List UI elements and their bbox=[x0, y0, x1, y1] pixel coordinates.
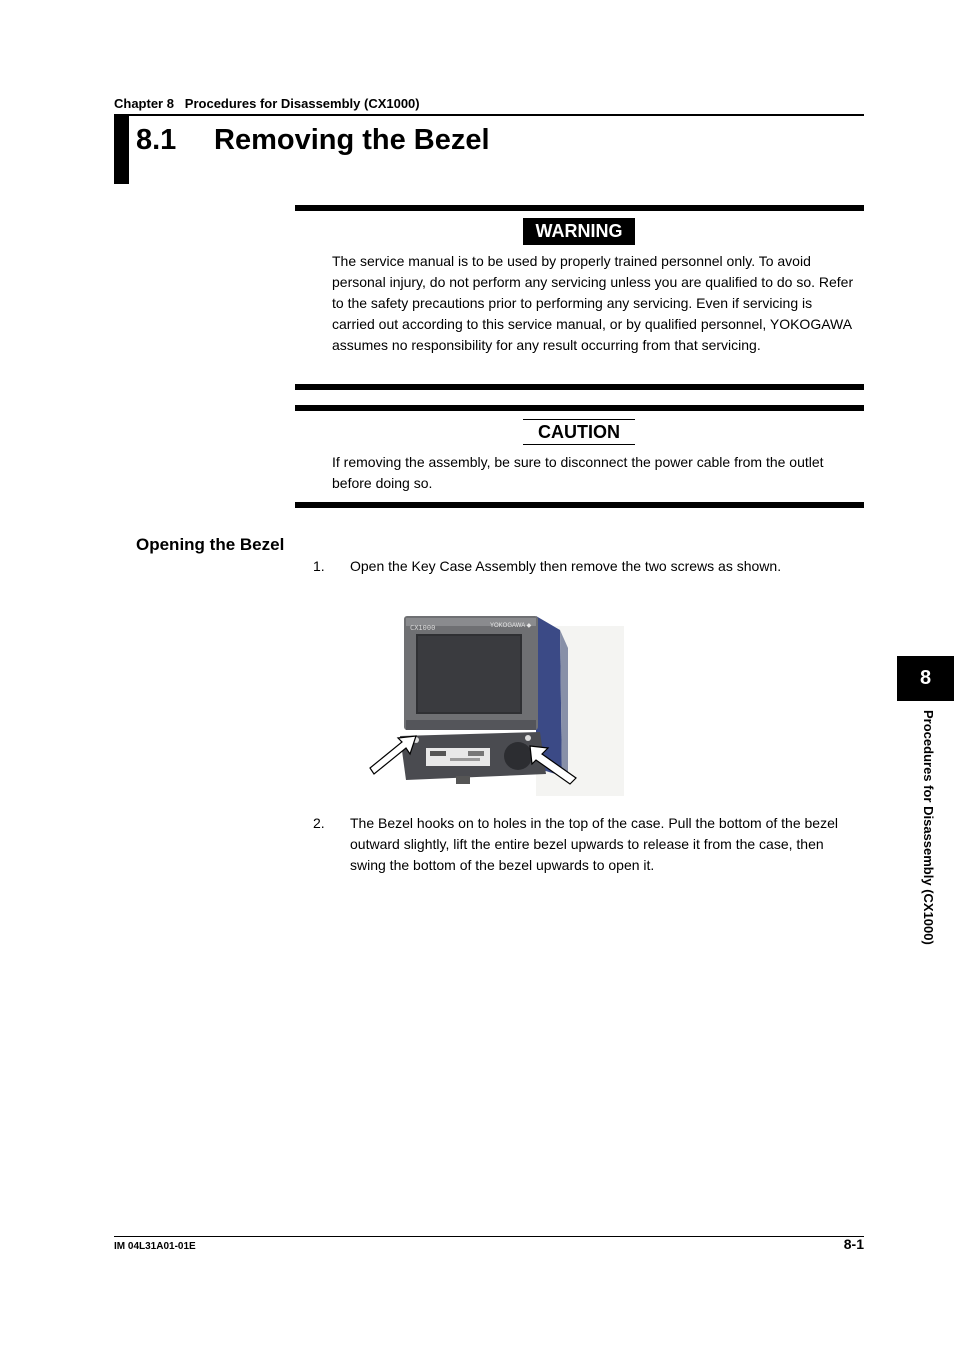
section-title-bar bbox=[114, 116, 129, 184]
warning-top-rule bbox=[295, 205, 864, 211]
section-number: 8.1 bbox=[136, 124, 177, 156]
procedure-heading: Opening the Bezel bbox=[136, 535, 285, 554]
brand-label: YOKOGAWA ◆ bbox=[490, 623, 532, 629]
step-text: The Bezel hooks on to holes in the top of the case. Pull the bottom of the bezel outward slightly, lift the entire bezel upwards to release it from the case, then swing the bottom of the bezel upwards to open it. bbox=[350, 815, 838, 873]
caution-top-rule bbox=[295, 405, 864, 411]
warning-bottom-rule bbox=[295, 384, 864, 390]
step-number: 1. bbox=[313, 558, 325, 574]
chapter-tab: 8 bbox=[897, 656, 954, 701]
recorder-photo bbox=[350, 608, 624, 796]
footer-rule bbox=[114, 1236, 864, 1237]
caution-bottom-rule bbox=[295, 502, 864, 508]
header-rule bbox=[114, 114, 864, 116]
step-text: Open the Key Case Assembly then remove the two screws as shown. bbox=[350, 558, 782, 574]
model-label: CX1000 bbox=[410, 624, 436, 632]
caution-badge: CAUTION bbox=[523, 419, 635, 445]
document-id: IM 04L31A01-01E bbox=[114, 1241, 196, 1252]
caution-text: If removing the assembly, be sure to disconnect the power cable from the outlet before doing so. bbox=[332, 454, 824, 491]
warning-text: The service manual is to be used by properly trained personnel only. To avoid personal injury, do not perform any servicing unless you are qualified to do so. Refer to the safety precautions prior to performing any servicing. Even if servicing is carried out according to this service manual, or by qualified personnel, YOKOGAWA assumes no responsibility for any result occurring from that servicing. bbox=[332, 253, 854, 353]
chapter-header: Chapter 8 Procedures for Disassembly (CX1000) bbox=[114, 96, 420, 111]
section-title: Removing the Bezel bbox=[214, 124, 490, 156]
page-number: 8-1 bbox=[843, 1236, 864, 1252]
chapter-tab-label: Procedures for Disassembly (CX1000) bbox=[921, 710, 936, 945]
step-number: 2. bbox=[313, 815, 325, 831]
warning-badge: WARNING bbox=[523, 218, 635, 245]
